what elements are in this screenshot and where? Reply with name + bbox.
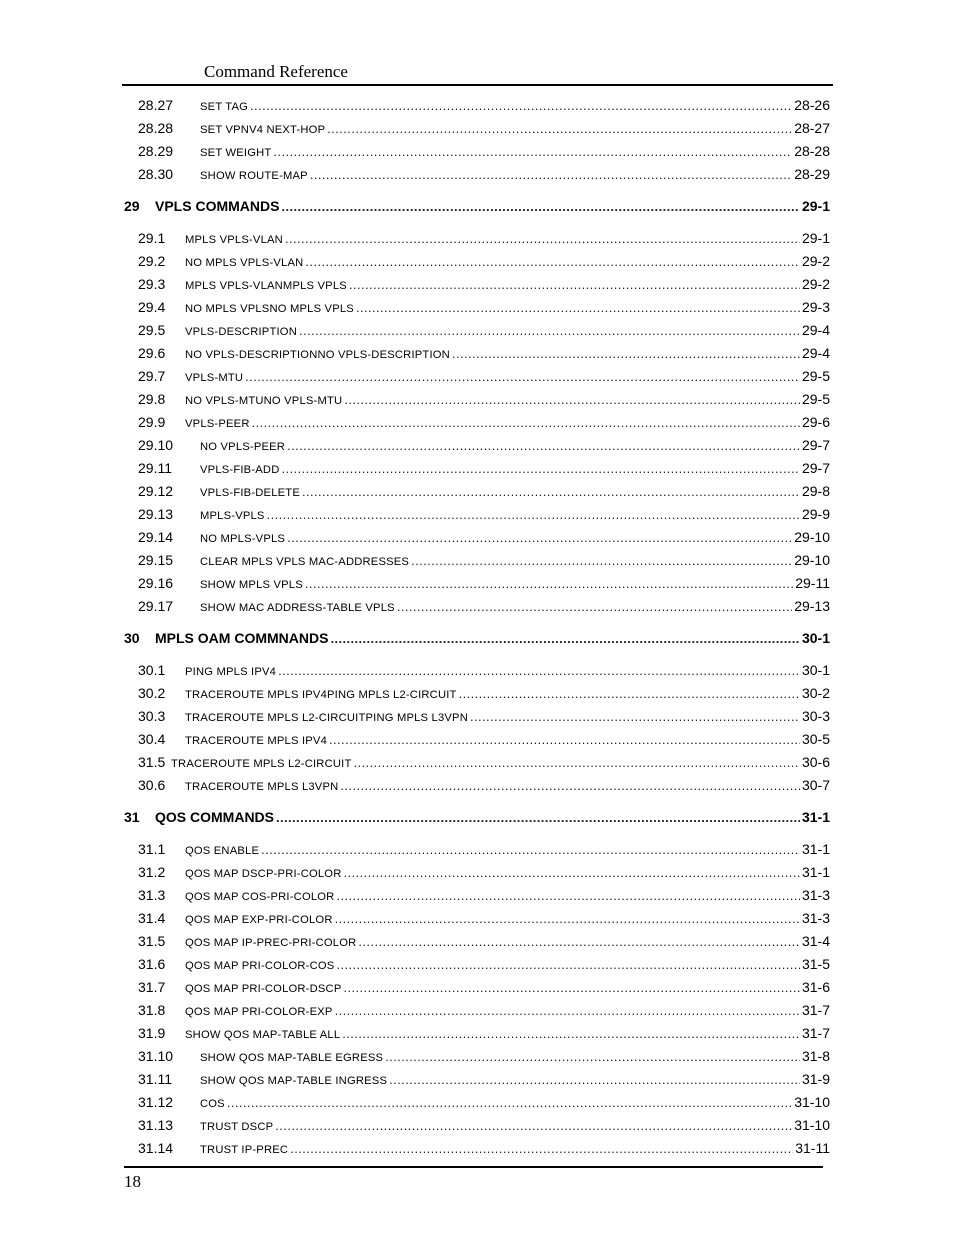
toc-entry-number: 30.6 xyxy=(138,777,166,793)
toc-entry-title: NO VPLS-DESCRIPTIONNO VPLS-DESCRIPTION xyxy=(185,349,450,361)
toc-entry-title: SHOW QOS MAP-TABLE ALL xyxy=(185,1029,341,1041)
toc-entry-title: VPLS-FIB-ADD xyxy=(200,464,280,476)
toc-entry-number: 29.11 xyxy=(138,460,172,476)
toc-entry-title: PING MPLS IPV4 xyxy=(185,666,277,678)
toc-entry-title: SHOW MPLS VPLS xyxy=(200,579,303,591)
toc-entry-page: 29-5 xyxy=(801,391,830,407)
toc-entry-title: TRACEROUTE MPLS IPV4 xyxy=(185,735,328,747)
toc-entry-number: 29.9 xyxy=(138,414,166,430)
toc-entry-page: 29-7 xyxy=(801,437,830,453)
toc-entry-number: 29.5 xyxy=(138,322,166,338)
toc-entry-number: 31.11 xyxy=(138,1071,172,1087)
toc-entry-page: 31-3 xyxy=(801,887,830,903)
toc-entry[interactable] xyxy=(0,550,954,573)
toc-entry-title: SET TAG xyxy=(200,101,249,113)
toc-entry-number: 31.13 xyxy=(138,1117,174,1133)
toc-entry-number: 29.3 xyxy=(138,276,166,292)
toc-entry-page: 30-3 xyxy=(801,708,830,724)
toc-entry-line xyxy=(185,908,830,930)
toc-entry-page: 30-6 xyxy=(801,754,830,770)
toc-entry-page: 29-1 xyxy=(801,198,830,214)
toc-entry[interactable] xyxy=(0,481,954,504)
toc-entry[interactable] xyxy=(0,228,954,251)
toc-entry[interactable] xyxy=(0,389,954,412)
dot-leader xyxy=(285,229,800,249)
toc-entry-page: 29-13 xyxy=(794,598,830,614)
toc-entry-title: VPLS-MTU xyxy=(185,372,244,384)
dot-leader xyxy=(385,1047,800,1067)
toc-entry-number: 31.5 xyxy=(138,754,166,770)
toc-entry-line xyxy=(200,1046,830,1068)
toc-entry-line xyxy=(185,931,830,953)
toc-entry-title: SHOW QOS MAP-TABLE EGRESS xyxy=(200,1052,384,1064)
toc-chapter-entry[interactable] xyxy=(0,807,954,830)
toc-entry[interactable] xyxy=(0,118,954,141)
toc-chapter-entry[interactable] xyxy=(0,628,954,651)
toc-entry[interactable] xyxy=(0,729,954,752)
dot-leader xyxy=(340,776,800,796)
toc-entry[interactable] xyxy=(0,164,954,187)
toc-entry-title: QOS MAP PRI-COLOR-EXP xyxy=(185,1006,333,1018)
toc-entry-page: 30-2 xyxy=(801,685,830,701)
toc-entry-line xyxy=(200,118,830,140)
toc-entry-number: 31.12 xyxy=(138,1094,174,1110)
dot-leader xyxy=(267,505,800,525)
toc-entry-number: 31.8 xyxy=(138,1002,166,1018)
toc-entry[interactable] xyxy=(0,1023,954,1046)
toc-entry[interactable] xyxy=(0,412,954,435)
toc-entry-title: QOS MAP DSCP-PRI-COLOR xyxy=(185,868,342,880)
toc-entry-line xyxy=(185,297,830,319)
dot-leader xyxy=(330,629,800,649)
toc-entry-page: 31-10 xyxy=(794,1117,830,1133)
toc-entry-title: TRACEROUTE MPLS IPV4PING MPLS L2-CIRCUIT xyxy=(185,689,457,701)
toc-entry-number: 31.9 xyxy=(138,1025,166,1041)
toc-entry-line xyxy=(185,954,830,976)
toc-entry-number: 31.3 xyxy=(138,887,166,903)
toc-entry-number: 30 xyxy=(124,630,140,646)
toc-entry-number: 29.1 xyxy=(138,230,166,246)
toc-entry-page: 30-7 xyxy=(801,777,830,793)
toc-entry-line xyxy=(185,274,830,296)
toc-entry-line xyxy=(185,228,830,250)
toc-entry-line xyxy=(200,550,830,572)
toc-entry-number: 31.5 xyxy=(138,933,166,949)
toc-entry-page: 31-1 xyxy=(801,809,830,825)
toc-entry[interactable] xyxy=(0,504,954,527)
toc-entry[interactable] xyxy=(0,1115,954,1138)
dot-leader xyxy=(470,707,800,727)
dot-leader xyxy=(302,482,800,502)
dot-leader xyxy=(356,298,800,318)
toc-entry-title: SET VPNV4 NEXT-HOP xyxy=(200,124,326,136)
toc-entry-title: VPLS-FIB-DELETE xyxy=(200,487,300,499)
dot-leader xyxy=(358,932,800,952)
toc-entry-title: VPLS COMMANDS xyxy=(155,198,280,214)
toc-entry-title: NO MPLS-VPLS xyxy=(200,533,286,545)
toc-entry-page: 31-6 xyxy=(801,979,830,995)
toc-entry-page: 29-2 xyxy=(801,253,830,269)
toc-entry-title: TRACEROUTE MPLS L2-CIRCUIT xyxy=(171,758,352,770)
dot-leader xyxy=(342,1024,800,1044)
toc-entry[interactable] xyxy=(0,908,954,931)
dot-leader xyxy=(389,1070,800,1090)
toc-entry[interactable] xyxy=(0,251,954,274)
header-rule xyxy=(122,84,833,86)
toc-entry[interactable] xyxy=(0,954,954,977)
toc-entry[interactable] xyxy=(0,931,954,954)
toc-entry-page: 28-29 xyxy=(794,166,830,182)
toc-entry-line xyxy=(185,839,830,861)
toc-entry-title: TRACEROUTE MPLS L3VPN xyxy=(185,781,339,793)
toc-entry-page: 30-5 xyxy=(801,731,830,747)
toc-entry-title: QOS MAP PRI-COLOR-DSCP xyxy=(185,983,342,995)
toc-entry-number: 30.2 xyxy=(138,685,166,701)
toc-entry-number: 30.4 xyxy=(138,731,166,747)
toc-entry-line xyxy=(185,366,830,388)
toc-entry-title: MPLS-VPLS xyxy=(200,510,265,522)
toc-entry-number: 29.12 xyxy=(138,483,174,499)
toc-entry-page: 29-2 xyxy=(801,276,830,292)
toc-entry-line xyxy=(200,141,830,163)
toc-entry-line xyxy=(185,729,830,751)
toc-entry-title: MPLS OAM COMMNANDS xyxy=(155,630,329,646)
toc-entry-number: 28.27 xyxy=(138,97,174,113)
toc-entry-title: QOS COMMANDS xyxy=(155,809,274,825)
toc-entry[interactable] xyxy=(0,1046,954,1069)
dot-leader xyxy=(336,886,800,906)
toc-entry-title: VPLS-PEER xyxy=(185,418,250,430)
toc-entry-number: 28.29 xyxy=(138,143,174,159)
toc-entry-number: 30.1 xyxy=(138,662,166,678)
toc-entry-line xyxy=(200,573,830,595)
toc-entry-title: QOS MAP IP-PREC-PRI-COLOR xyxy=(185,937,357,949)
toc-entry-title: MPLS VPLS-VLANMPLS VPLS xyxy=(185,280,347,292)
toc-entry-page: 29-10 xyxy=(794,529,830,545)
toc-entry-line xyxy=(185,885,830,907)
toc-entry-line xyxy=(185,343,830,365)
toc-entry-line xyxy=(200,1138,830,1160)
toc-entry-number: 29.10 xyxy=(138,437,174,453)
toc-entry-title: TRACEROUTE MPLS L2-CIRCUITPING MPLS L3VPN xyxy=(185,712,468,724)
dot-leader xyxy=(261,840,800,860)
toc-entry-number: 31.10 xyxy=(138,1048,174,1064)
toc-entry-line xyxy=(200,458,830,480)
toc-entry-number: 28.28 xyxy=(138,120,174,136)
toc-entry-title: MPLS VPLS-VLAN xyxy=(185,234,283,246)
toc-entry-line xyxy=(185,1000,830,1022)
dot-leader xyxy=(287,528,792,548)
dot-leader xyxy=(305,252,800,272)
dot-leader xyxy=(397,597,792,617)
toc-entry[interactable] xyxy=(0,1138,954,1161)
toc-entry-page: 28-28 xyxy=(794,143,830,159)
toc-entry[interactable] xyxy=(0,573,954,596)
toc-entry[interactable] xyxy=(0,885,954,908)
toc-entry-page: 29-6 xyxy=(801,414,830,430)
toc-entry[interactable] xyxy=(0,839,954,862)
toc-entry[interactable] xyxy=(0,596,954,619)
toc-entry[interactable] xyxy=(0,775,954,798)
dot-leader xyxy=(344,978,800,998)
toc-entry-number: 29.7 xyxy=(138,368,166,384)
toc-entry[interactable] xyxy=(0,1092,954,1115)
toc-entry-title: NO MPLS VPLS-VLAN xyxy=(185,257,304,269)
toc-entry[interactable] xyxy=(0,527,954,550)
dot-leader xyxy=(335,1001,800,1021)
dot-leader xyxy=(305,574,793,594)
toc-entry[interactable] xyxy=(0,343,954,366)
toc-entry-title: QOS ENABLE xyxy=(185,845,260,857)
dot-leader xyxy=(250,96,792,116)
page-number: 18 xyxy=(124,1172,141,1191)
toc-entry-line xyxy=(200,504,830,526)
toc-entry-line xyxy=(155,628,830,649)
toc-entry[interactable] xyxy=(0,435,954,458)
toc-entry-page: 29-3 xyxy=(801,299,830,315)
toc-entry-title: NO VPLS-MTUNO VPLS-MTU xyxy=(185,395,343,407)
footer-rule xyxy=(124,1166,823,1168)
toc-entry-page: 29-4 xyxy=(801,322,830,338)
toc-entry-page: 30-1 xyxy=(801,662,830,678)
toc-entry-page: 28-26 xyxy=(794,97,830,113)
toc-entry-title: SET WEIGHT xyxy=(200,147,272,159)
toc-entry-line xyxy=(200,164,830,186)
toc-entry-number: 29.15 xyxy=(138,552,174,568)
toc-entry-number: 31.6 xyxy=(138,956,166,972)
toc-entry[interactable] xyxy=(0,366,954,389)
dot-leader xyxy=(411,551,792,571)
dot-leader xyxy=(227,1093,792,1113)
running-header-title: Command Reference xyxy=(204,62,348,81)
dot-leader xyxy=(459,684,800,704)
toc-entry[interactable] xyxy=(0,141,954,164)
toc-entry-title: NO VPLS-PEER xyxy=(200,441,286,453)
toc-entry-number: 28.30 xyxy=(138,166,174,182)
toc-entry-page: 29-9 xyxy=(801,506,830,522)
toc-entry-title: QOS MAP COS-PRI-COLOR xyxy=(185,891,335,903)
toc-entry-line xyxy=(200,95,830,117)
toc-entry-line xyxy=(155,807,830,828)
toc-entry-page: 29-10 xyxy=(794,552,830,568)
toc-entry-page: 29-7 xyxy=(801,460,830,476)
toc-entry-title: SHOW QOS MAP-TABLE INGRESS xyxy=(200,1075,388,1087)
toc-entry-page: 28-27 xyxy=(794,120,830,136)
toc-entry-page: 31-7 xyxy=(801,1002,830,1018)
toc-entry-number: 31.2 xyxy=(138,864,166,880)
toc-entry-line xyxy=(185,683,830,705)
toc-entry-page: 29-1 xyxy=(801,230,830,246)
toc-entry-number: 29 xyxy=(124,198,140,214)
dot-leader xyxy=(252,413,800,433)
toc-entry-page: 29-4 xyxy=(801,345,830,361)
toc-entry-line xyxy=(185,660,830,682)
dot-leader xyxy=(299,321,800,341)
toc-entry-line xyxy=(155,196,830,217)
dot-leader xyxy=(273,142,792,162)
toc-entry-line xyxy=(185,251,830,273)
toc-entry[interactable] xyxy=(0,977,954,1000)
toc-entry[interactable] xyxy=(0,1000,954,1023)
toc-entry-line xyxy=(200,527,830,549)
toc-entry-page: 31-11 xyxy=(795,1140,830,1156)
toc-entry[interactable] xyxy=(0,320,954,343)
toc-entry-page: 31-5 xyxy=(801,956,830,972)
toc-entry-page: 29-5 xyxy=(801,368,830,384)
dot-leader xyxy=(275,1116,792,1136)
toc-entry-title: CLEAR MPLS VPLS MAC-ADDRESSES xyxy=(200,556,410,568)
toc-entry-title: TRUST DSCP xyxy=(200,1121,274,1133)
dot-leader xyxy=(245,367,800,387)
toc-entry[interactable] xyxy=(0,1069,954,1092)
toc-entry-page: 31-1 xyxy=(801,864,830,880)
toc-entry-number: 29.6 xyxy=(138,345,166,361)
toc-entry-page: 31-3 xyxy=(801,910,830,926)
dot-leader xyxy=(290,1139,793,1159)
dot-leader xyxy=(335,909,800,929)
toc-entry-number: 29.17 xyxy=(138,598,174,614)
toc-entry-title: NO MPLS VPLSNO MPLS VPLS xyxy=(185,303,354,315)
toc-entry-line xyxy=(200,481,830,503)
toc-entry-page: 31-7 xyxy=(801,1025,830,1041)
toc-entry-line xyxy=(200,1115,830,1137)
toc-entry-page: 31-9 xyxy=(801,1071,830,1087)
toc-entry[interactable] xyxy=(0,683,954,706)
toc-entry-title: TRUST IP-PREC xyxy=(200,1144,289,1156)
toc-entry-line xyxy=(171,752,830,774)
toc-entry[interactable] xyxy=(0,752,954,775)
dot-leader xyxy=(287,436,800,456)
toc-entry-page: 30-1 xyxy=(801,630,830,646)
toc-entry-line xyxy=(200,435,830,457)
toc-entry-page: 31-10 xyxy=(794,1094,830,1110)
toc-entry-number: 29.8 xyxy=(138,391,166,407)
toc-entry-page: 31-8 xyxy=(801,1048,830,1064)
toc-entry-page: 31-4 xyxy=(801,933,830,949)
dot-leader xyxy=(281,459,799,479)
toc-entry-number: 29.13 xyxy=(138,506,174,522)
toc-entry-page: 29-11 xyxy=(795,575,830,591)
toc-entry[interactable] xyxy=(0,706,954,729)
toc-entry-number: 29.2 xyxy=(138,253,166,269)
toc-entry-title: VPLS-DESCRIPTION xyxy=(185,326,297,338)
toc-chapter-entry[interactable] xyxy=(0,196,954,219)
dot-leader xyxy=(349,275,800,295)
toc-entry-number: 29.4 xyxy=(138,299,166,315)
toc-entry[interactable] xyxy=(0,862,954,885)
dot-leader xyxy=(281,197,800,217)
toc-entry-page: 29-8 xyxy=(801,483,830,499)
dot-leader xyxy=(344,863,800,883)
toc-entry-line xyxy=(185,412,830,434)
toc-entry[interactable] xyxy=(0,458,954,481)
toc-entry-number: 29.14 xyxy=(138,529,174,545)
toc-entry-number: 29.16 xyxy=(138,575,174,591)
toc-entry-title: QOS MAP PRI-COLOR-COS xyxy=(185,960,335,972)
toc-entry-line xyxy=(200,1092,830,1114)
dot-leader xyxy=(327,119,792,139)
toc-entry-number: 30.3 xyxy=(138,708,166,724)
dot-leader xyxy=(344,390,800,410)
toc-entry-line xyxy=(200,596,830,618)
toc-entry-number: 31.1 xyxy=(138,841,166,857)
toc-entry-line xyxy=(185,389,830,411)
toc-entry[interactable] xyxy=(0,274,954,297)
toc-entry-line xyxy=(185,862,830,884)
toc-entry-number: 31 xyxy=(124,809,140,825)
toc-entry-line xyxy=(185,320,830,342)
toc-entry-title: COS xyxy=(200,1098,225,1110)
dot-leader xyxy=(452,344,800,364)
dot-leader xyxy=(276,808,800,828)
toc-entry-title: SHOW ROUTE-MAP xyxy=(200,170,308,182)
toc-entry-page: 31-1 xyxy=(801,841,830,857)
toc-entry[interactable] xyxy=(0,297,954,320)
toc-entry-line xyxy=(200,1069,830,1091)
toc-entry[interactable] xyxy=(0,95,954,118)
toc-entry-title: QOS MAP EXP-PRI-COLOR xyxy=(185,914,333,926)
toc-entry-line xyxy=(185,775,830,797)
table-of-contents xyxy=(0,95,954,1161)
toc-entry-line xyxy=(185,977,830,999)
toc-entry-line xyxy=(185,706,830,728)
dot-leader xyxy=(278,661,800,681)
dot-leader xyxy=(354,753,800,773)
dot-leader xyxy=(310,165,792,185)
dot-leader xyxy=(336,955,800,975)
dot-leader xyxy=(329,730,800,750)
toc-entry-number: 31.14 xyxy=(138,1140,174,1156)
toc-entry-number: 31.7 xyxy=(138,979,166,995)
toc-entry-number: 31.4 xyxy=(138,910,166,926)
toc-entry-line xyxy=(185,1023,830,1045)
toc-entry-title: SHOW MAC ADDRESS-TABLE VPLS xyxy=(200,602,395,614)
toc-entry[interactable] xyxy=(0,660,954,683)
